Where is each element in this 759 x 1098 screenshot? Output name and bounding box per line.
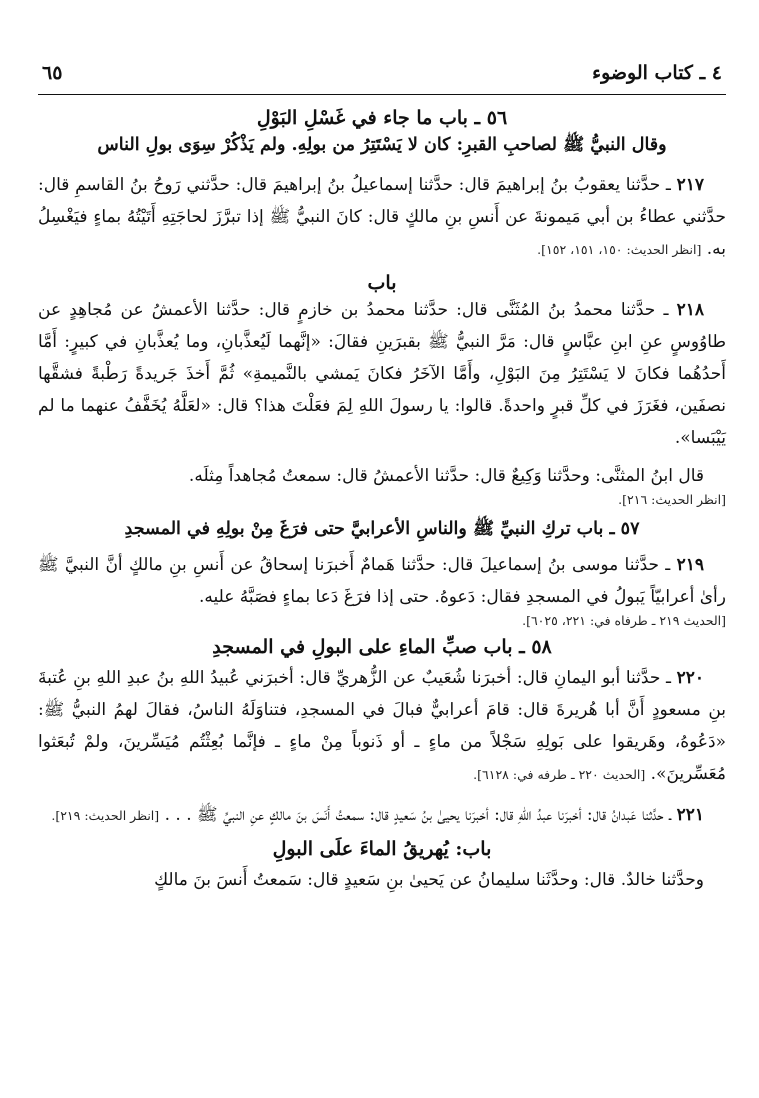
hadith-number: ٢١٧ xyxy=(676,175,704,195)
chapter-56-subtitle: وقال النبيُّ ﷺ لصاحبِ القبرِ: كان لا يَسْتَتِرُ من بولِهِ. ولم يَذْكُرْ سِوَى بولِ الناس xyxy=(97,135,667,155)
hadith-text: ـ حدَّثنا عَبدانُ قال: أخبرَنا عبدُ اللهِ قال: أخبرَنا يحيىٰ بنُ سَعيدٍ قال: سمعتُ أَنَسَ بنَ مالكٍ عنِ النبيِّ ﷺ . . . xyxy=(164,805,672,825)
hadith-number: ٢١٨ xyxy=(676,300,704,320)
hadith-220 xyxy=(38,662,726,791)
hadith-218 xyxy=(38,294,726,454)
chapter-56-title: ٥٦ ـ باب ما جاء في غَسْلِ البَوْلِ xyxy=(256,107,508,129)
continuation-text: وحدَّثنا خالدٌ. قال: وحدَّثَنا سليمانُ عن يَحيىٰ بنِ سَعيدٍ قال: سَمعتُ أَنسَ بنَ مالكٍ xyxy=(154,870,704,890)
hadith-text: ـ حدَّثنا محمدُ بنُ المُثَنَّى قال: حدَّثنا محمدُ بن خازمٍ قال: حدَّثنا الأعمشُ عن مُجاهِدٍ عن طاوُوسٍ عنِ ابنِ عبَّاسٍ قال: مَرَّ النبيُّ ﷺ بقبرَينِ فقالَ: «إنَّهما لَيُعذَّبانِ، وما يُعذَّبانِ في كبيرٍ: أَمَّا أَحدُهُما فكانَ لا يَسْتَتِرُ مِنَ البَوْلِ، وأَمَّا الآخَرُ فكانَ يَمشي بالنَّميمةِ» ثُمَّ أَخذَ جَريدةً رَطْبةً فشقَّها نصفَين، فغَرَزَ في كلِّ قبرٍ واحدةً. قالوا: يا رسولَ اللهِ لِمَ فعَلْتَ هذا؟ قال: «لعَلَّهُ يُخَفَّفُ عنهما ما لم يَيْبَسا». xyxy=(38,300,726,448)
hadith-221 xyxy=(38,799,726,832)
hadith-219 xyxy=(38,549,726,613)
hadith-218-note: قال ابنُ المثنَّى: وحدَّثنا وَكِيعٌ قال: حدَّثنا الأعمشُ قال: سمعتُ مُجاهداً مِثلَه. xyxy=(188,466,704,486)
book-page xyxy=(38,58,726,1088)
cross-reference: [انظر الحديث: ٢١٩]. xyxy=(51,808,160,823)
book-title: ٤ ـ كتاب الوضوء xyxy=(592,62,722,84)
hadith-number: ٢٢٠ xyxy=(676,668,705,688)
cross-reference: [انظر الحديث: ١٥٠، ١٥١، ١٥٢]. xyxy=(537,242,702,257)
hadith-text: ـ حدَّثنا أبو اليمانِ قال: أخبرَنا شُعَيبٌ عن الزُّهريِّ قال: أخبرَني عُبيدُ اللهِ بنُ عبدِ اللهِ بنِ عُتبةَ بنِ مسعودٍ أَنَّ أبا هُريرةَ قال: قامَ أعرابيٌّ فبالَ في المسجدِ، فتناوَلَهُ الناسُ، فقالَ لهمُ النبيُّ ﷺ: «دَعُوهُ، وهَريقوا على بَولِهِ سَجْلاً من ماءٍ ـ أو ذَنوباً مِنْ ماءٍ ـ فإنَّما بُعِثْتُم مُيَسِّرينَ، ولمْ تُبعَثوا مُعَسِّرينَ». xyxy=(38,668,726,784)
cross-reference: [الحديث ٢١٩ ـ طرفاه في: ٢٢١، ٦٠٢٥]. xyxy=(522,613,726,628)
running-header xyxy=(38,58,726,95)
hadith-217 xyxy=(38,169,726,266)
page-number: ٦٥ xyxy=(42,62,63,84)
hadith-number: ٢١٩ xyxy=(676,555,704,575)
chapter-58-title: ٥٨ ـ باب صبِّ الماءِ على البولِ في المسجدِ xyxy=(212,636,552,658)
bab-heading: باب xyxy=(367,272,397,294)
bab-heading: باب: يُهريقُ الماءَ علَى البولِ xyxy=(272,838,492,860)
cross-reference: [الحديث ٢٢٠ ـ طرفه في: ٦١٢٨]. xyxy=(473,767,646,782)
chapter-57-title: ٥٧ ـ باب تركِ النبيِّ ﷺ والناسِ الأعرابيَّ حتى فرَغَ مِنْ بولِهِ في المسجدِ xyxy=(124,519,640,539)
hadith-number: ٢٢١ xyxy=(676,805,704,825)
cross-reference: [انظر الحديث: ٢١٦]. xyxy=(618,492,726,507)
hadith-text: ـ حدَّثنا يعقوبُ بنُ إبراهيمَ قال: حدَّثنا إسماعيلُ بنُ إبراهيمَ قال: حدَّثني رَوحُ بنُ القاسمِ قال: حدَّثني عطاءُ بن أبي مَيمونةَ عن أَنسِ بنِ مالكٍ قال: كانَ النبيُّ ﷺ إذا تبرَّزَ لحاجَتِهِ أَتَيْتُهُ بماءٍ فيَغْسِلُ به. xyxy=(38,175,726,259)
hadith-text: ـ حدَّثنا موسى بنُ إسماعيلَ قال: حدَّثنا هَمامٌ أَخبرَنا إسحاقُ عن أَنسِ بنِ مالكٍ أنَّ النبيَّ ﷺ رأىٰ أعرابيّاً يَبولُ في المسجدِ فقال: دَعوهُ. حتى إذا فرَغَ دَعا بماءٍ فصَبَّهُ عليه. xyxy=(38,555,726,607)
